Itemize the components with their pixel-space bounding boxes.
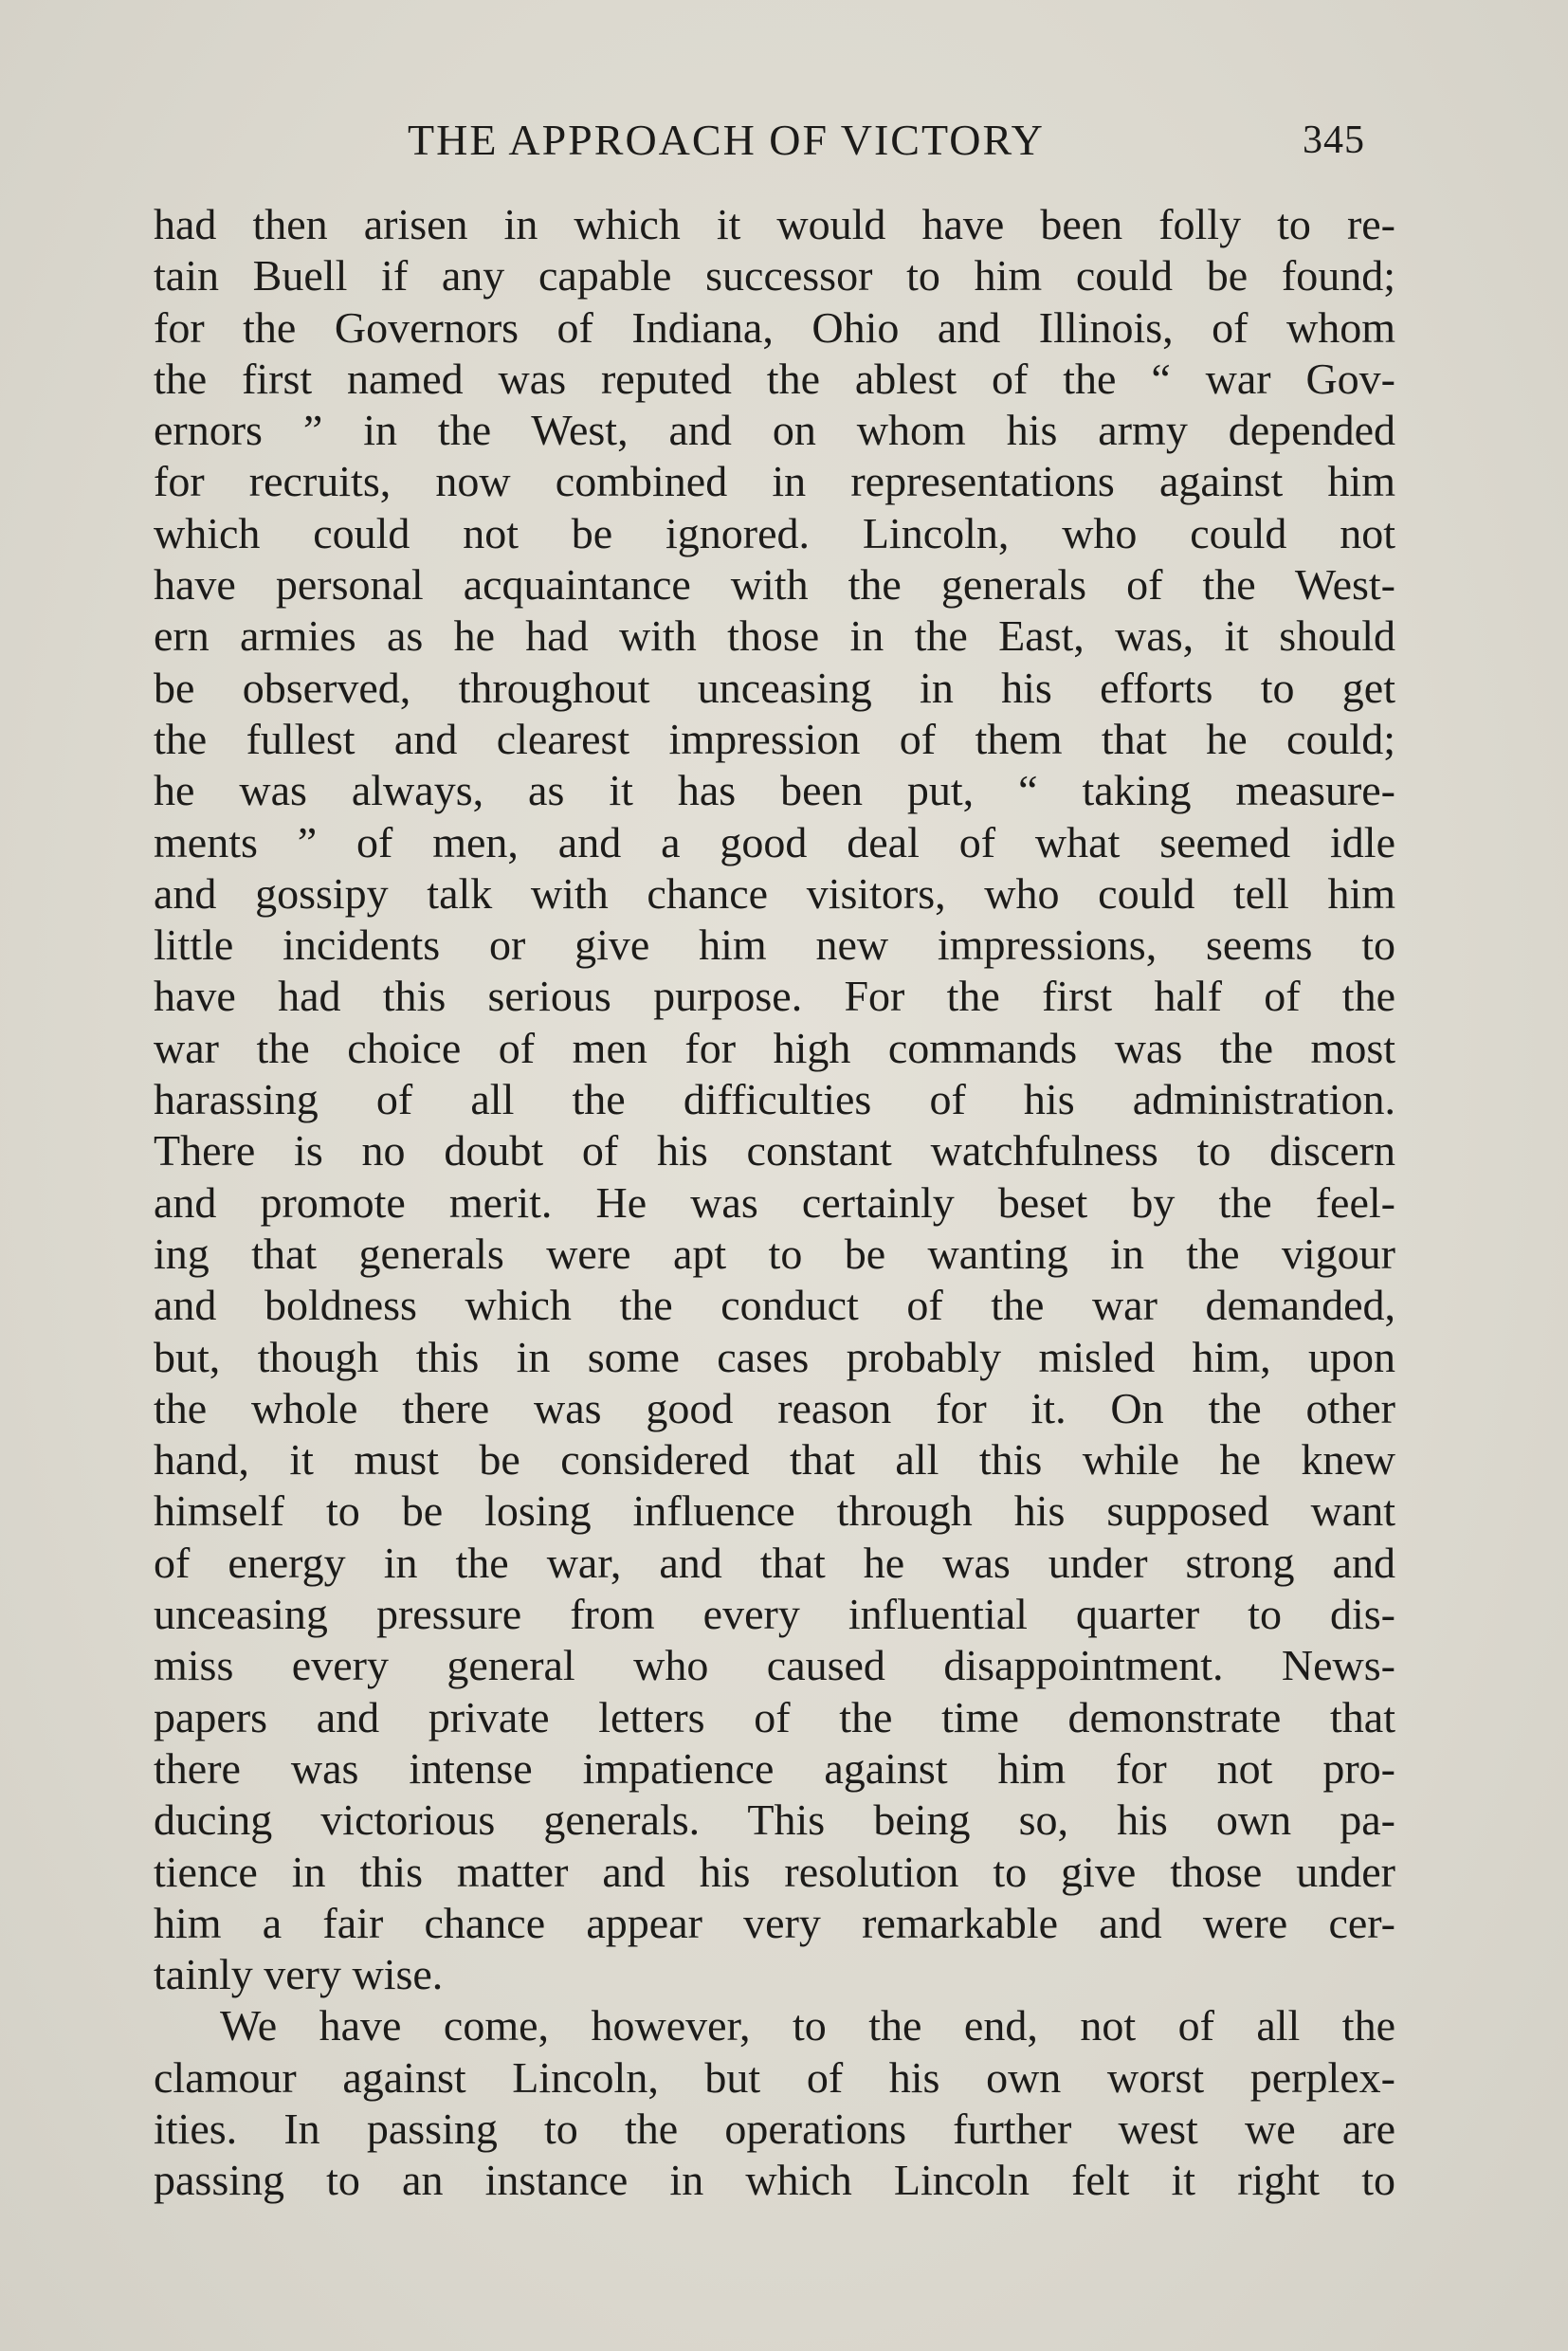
text-line: the whole there was good reason for it. On the other (154, 1383, 1395, 1432)
text-line: of energy in the war, and that he was under strong and (154, 1538, 1395, 1587)
running-title: THE APPROACH OF VICTORY (408, 116, 1045, 164)
text-line: him a fair chance appear very remarkable and were cer- (154, 1898, 1395, 1947)
text-line: tience in this matter and his resolution to give those under (154, 1847, 1395, 1896)
text-line: harassing of all the difficulties of his administration. (154, 1075, 1395, 1124)
text-line: there was intense impatience against him for not pro- (154, 1743, 1395, 1793)
running-head (152, 112, 1365, 169)
text-line: tain Buell if any capable successor to him could be found; (154, 251, 1395, 301)
text-line: We have come, however, to the end, not of all the (220, 2001, 1395, 2050)
text-line: have personal acquaintance with the generals of the West- (154, 560, 1395, 610)
text-line: ments ” of men, and a good deal of what seemed idle (154, 817, 1395, 866)
text-line: which could not be ignored. Lincoln, who could not (154, 508, 1395, 557)
text-line: for the Governors of Indiana, Ohio and Illinois, of whom (154, 302, 1395, 352)
text-line: papers and private letters of the time demonstrate that (154, 1692, 1395, 1741)
text-line: and promote merit. He was certainly beset by the feel- (154, 1177, 1395, 1227)
text-line: ern armies as he had with those in the East, was, it should (154, 611, 1395, 661)
text-line: tainly very wise. (154, 1950, 444, 1999)
text-line: himself to be losing influence through his supposed want (154, 1486, 1395, 1536)
text-line: but, though this in some cases probably misled him, upon (154, 1332, 1395, 1381)
text-line: miss every general who caused disappointment. News- (154, 1641, 1395, 1690)
text-line: ing that generals were apt to be wanting in the vigour (154, 1229, 1395, 1278)
text-line: clamour against Lincoln, but of his own worst perplex- (154, 2052, 1395, 2102)
text-line: ernors ” in the West, and on whom his army depended (154, 406, 1395, 455)
text-line: he was always, as it has been put, “ taking measure- (154, 766, 1395, 815)
page-number: 345 (1303, 118, 1365, 162)
text-line: little incidents or give him new impressions, seems to (154, 920, 1395, 970)
text-line: and gossipy talk with chance visitors, who could tell him (154, 868, 1395, 918)
text-line: the first named was reputed the ablest of the “ war Gov- (154, 354, 1395, 403)
text-line: There is no doubt of his constant watchfulness to discern (154, 1126, 1395, 1176)
body-text (154, 199, 1395, 2207)
text-line: passing to an instance in which Lincoln felt it right to (154, 2156, 1395, 2205)
text-line: ducing victorious generals. This being so, his own pa- (154, 1795, 1395, 1845)
text-line: war the choice of men for high commands was the most (154, 1023, 1395, 1072)
text-line: be observed, throughout unceasing in his efforts to get (154, 663, 1395, 712)
text-line: and boldness which the conduct of the war demanded, (154, 1281, 1395, 1330)
text-line: the fullest and clearest impression of them that he could; (154, 714, 1395, 763)
text-line: unceasing pressure from every influential quarter to dis- (154, 1590, 1395, 1639)
text-line: for recruits, now combined in representations against him (154, 457, 1395, 506)
text-line: have had this serious purpose. For the first half of the (154, 972, 1395, 1021)
text-line: had then arisen in which it would have been folly to re- (154, 200, 1395, 248)
text-line: ities. In passing to the operations further west we are (154, 2104, 1395, 2153)
text-line: hand, it must be considered that all this while he knew (154, 1435, 1395, 1485)
